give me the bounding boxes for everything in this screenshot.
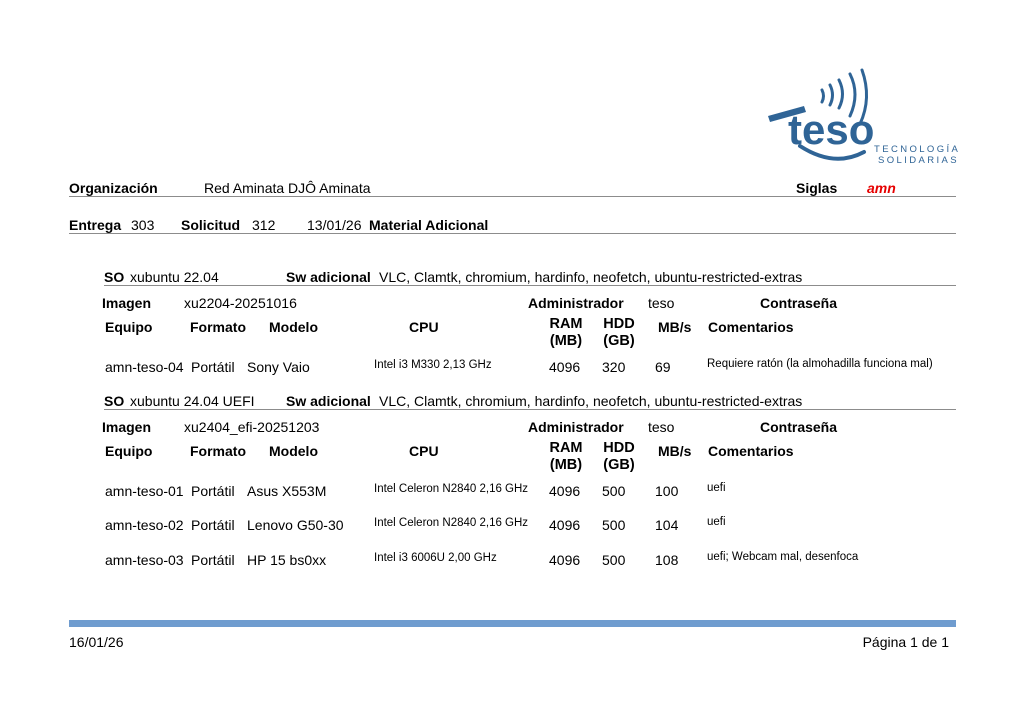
col-ram-line1: RAM [549, 440, 583, 456]
row-equipo: amn-teso-04 [105, 359, 184, 375]
teso-logo-graphic [764, 68, 960, 168]
col-comentarios: Comentarios [708, 443, 794, 459]
org-value: Red Aminata DJÔ Aminata [204, 180, 371, 196]
so-label: SO [104, 269, 125, 285]
row-mbs: 108 [655, 552, 679, 568]
header-rule-2 [69, 233, 956, 234]
admin-label: Administrador [528, 295, 624, 311]
row-formato: Portátil [191, 517, 235, 533]
footer-date: 16/01/26 [69, 634, 124, 650]
row-formato: Portátil [191, 552, 235, 568]
teso-logo [764, 68, 960, 168]
logo-tagline-1: TECNOLOGÍAS [874, 144, 960, 155]
header-rule-1 [69, 196, 956, 197]
col-cpu: CPU [409, 443, 439, 459]
imagen-label: Imagen [102, 295, 152, 311]
row-ram: 4096 [549, 552, 581, 568]
row-ram: 4096 [549, 517, 581, 533]
sw-value: VLC, Clamtk, chromium, hardinfo, neofetch, ubuntu-restricted-extras [379, 269, 803, 285]
section-rule [104, 409, 956, 410]
row-modelo: Asus X553M [247, 483, 327, 499]
section-rule [104, 285, 956, 286]
so-value: xubuntu 22.04 [130, 269, 219, 285]
row-equipo: amn-teso-03 [105, 552, 184, 568]
row-ram: 4096 [549, 483, 581, 499]
row-mbs: 69 [655, 359, 671, 375]
row-hdd: 500 [602, 517, 626, 533]
entrega-value: 303 [131, 217, 155, 233]
sw-label: Sw adicional [286, 393, 371, 409]
row-cpu: Intel Celeron N2840 2,16 GHz [374, 483, 529, 495]
col-formato: Formato [190, 319, 246, 335]
solicitud-label: Solicitud [181, 217, 241, 233]
col-mbs: MB/s [658, 443, 692, 459]
admin-label: Administrador [528, 419, 624, 435]
col-ram [546, 316, 586, 350]
admin-value: teso [648, 419, 675, 435]
page-number: Página 1 de 1 [862, 634, 949, 650]
col-ram [546, 440, 586, 474]
org-label: Organización [69, 180, 158, 196]
row-comentarios: uefi; Webcam mal, desenfoca [707, 551, 859, 563]
col-ram-line2: (MB) [549, 457, 583, 473]
row-comentarios: uefi [707, 516, 726, 528]
col-mbs: MB/s [658, 319, 692, 335]
row-modelo: HP 15 bs0xx [247, 552, 327, 568]
row-cpu: Intel i3 6006U 2,00 GHz [374, 552, 497, 564]
col-ram-line2: (MB) [549, 333, 583, 349]
footer-separator-bar [69, 620, 956, 627]
col-hdd-line1: HDD [603, 316, 635, 332]
so-value: xubuntu 24.04 UEFI [130, 393, 255, 409]
document-title: Material Adicional [369, 217, 489, 233]
password-label: Contraseña [760, 295, 838, 311]
col-hdd-line2: (GB) [603, 457, 635, 473]
sw-value: VLC, Clamtk, chromium, hardinfo, neofetch, ubuntu-restricted-extras [379, 393, 803, 409]
password-label: Contraseña [760, 419, 838, 435]
col-ram-line1: RAM [549, 316, 583, 332]
col-formato: Formato [190, 443, 246, 459]
col-comentarios: Comentarios [708, 319, 794, 335]
row-mbs: 100 [655, 483, 679, 499]
logo-tagline-2: SOLIDARIAS [878, 155, 960, 166]
col-modelo: Modelo [269, 443, 318, 459]
col-equipo: Equipo [105, 443, 153, 459]
col-cpu: CPU [409, 319, 439, 335]
row-formato: Portátil [191, 359, 235, 375]
row-cpu: Intel i3 M330 2,13 GHz [374, 359, 492, 371]
admin-value: teso [648, 295, 675, 311]
row-hdd: 500 [602, 483, 626, 499]
sw-label: Sw adicional [286, 269, 371, 285]
row-formato: Portátil [191, 483, 235, 499]
row-ram: 4096 [549, 359, 581, 375]
col-equipo: Equipo [105, 319, 153, 335]
so-label: SO [104, 393, 125, 409]
document-date: 13/01/26 [307, 217, 362, 233]
siglas-value: amn [867, 180, 896, 196]
siglas-label: Siglas [796, 180, 838, 196]
row-hdd: 500 [602, 552, 626, 568]
row-comentarios: uefi [707, 482, 726, 494]
imagen-value: xu2404_efi-20251203 [184, 419, 320, 435]
solicitud-value: 312 [252, 217, 276, 233]
row-modelo: Sony Vaio [247, 359, 310, 375]
row-equipo: amn-teso-02 [105, 517, 184, 533]
col-hdd [600, 440, 638, 474]
col-hdd [600, 316, 638, 350]
row-modelo: Lenovo G50-30 [247, 517, 344, 533]
col-modelo: Modelo [269, 319, 318, 335]
row-comentarios: Requiere ratón (la almohadilla funciona mal) [707, 358, 933, 370]
imagen-value: xu2204-20251016 [184, 295, 297, 311]
row-equipo: amn-teso-01 [105, 483, 184, 499]
row-mbs: 104 [655, 517, 679, 533]
col-hdd-line2: (GB) [603, 333, 635, 349]
entrega-label: Entrega [69, 217, 122, 233]
logo-wordmark: teso [788, 106, 875, 153]
row-cpu: Intel Celeron N2840 2,16 GHz [374, 517, 529, 529]
row-hdd: 320 [602, 359, 626, 375]
imagen-label: Imagen [102, 419, 152, 435]
col-hdd-line1: HDD [603, 440, 635, 456]
